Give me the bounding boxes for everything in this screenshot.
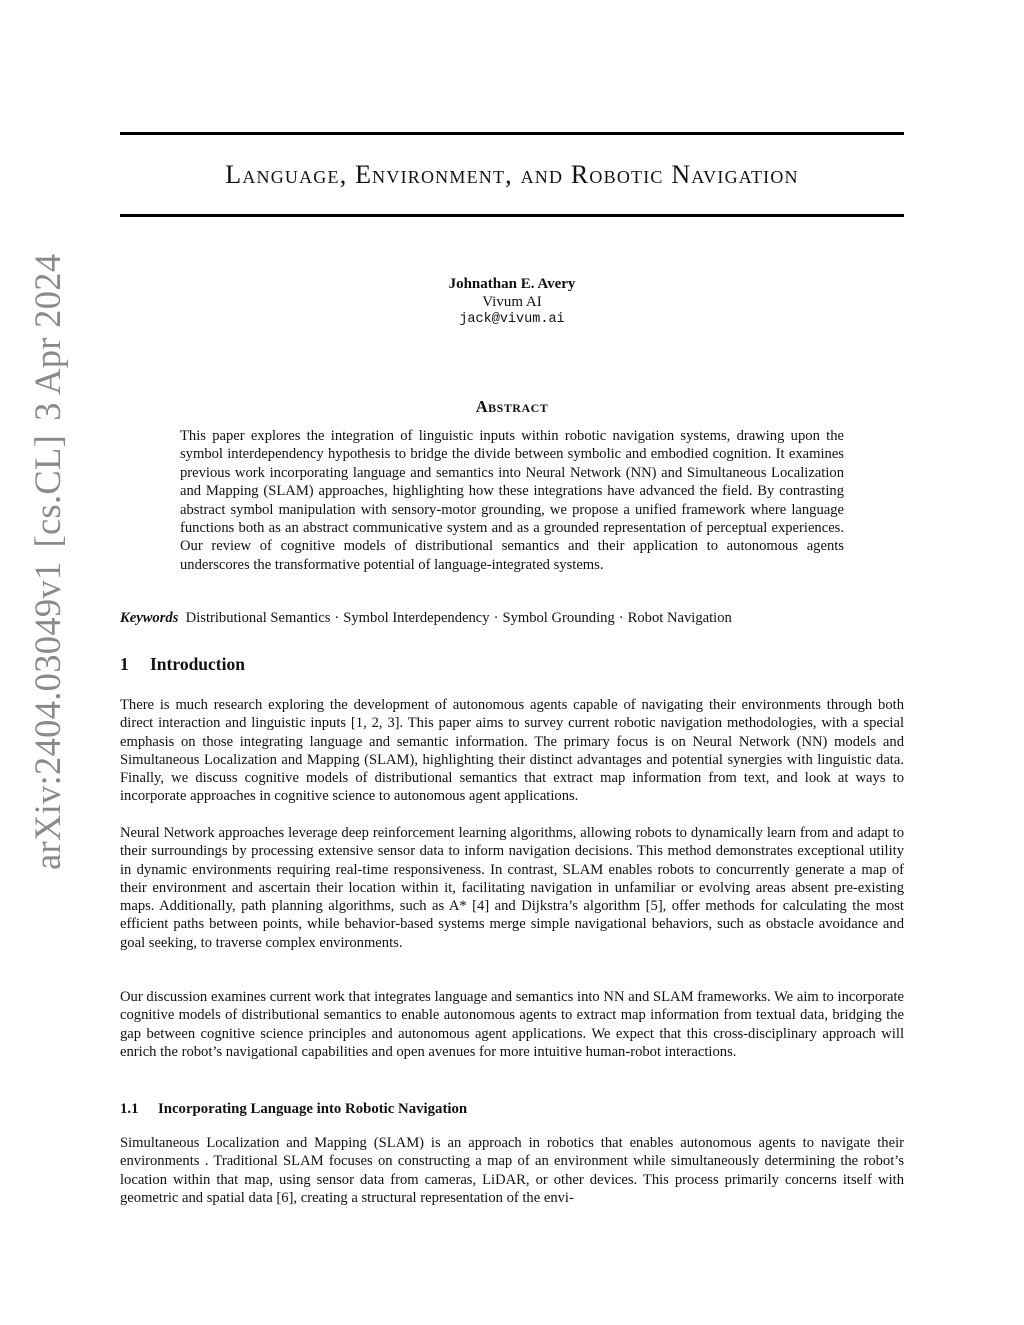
- author-block: [0, 275, 1024, 329]
- keyword-item: Distributional Semantics: [185, 610, 331, 626]
- intro-paragraph-3: Our discussion examines current work that integrates language and semantics into NN and SLAM frameworks. We aim to incorporate cognitive models of distributional semantics to enable autonomous agents to extract map information from textual data, bridging the gap between cognitive science principles and autonomous agent applications. We expect that this cross-disciplinary approach will enrich the robot’s navigational capabilities and open avenues for more intuitive human-robot interactions.: [120, 989, 904, 1060]
- keyword-item: Symbol Interdependency: [343, 610, 490, 626]
- author-name: Johnathan E. Avery: [448, 276, 576, 292]
- subsection-paragraph-1: Simultaneous Localization and Mapping (SLAM) is an approach in robotics that enables autonomous agents to navigate their environments . Traditional SLAM focuses on constructing a map of an environment while simultaneously determining the robot’s location within that map, using sensor data from cameras, LiDAR, or other devices. This process primarily concerns itself with geometric and spatial data [6], creating a structural representation of the envi-: [120, 1135, 904, 1206]
- title-rule-top: [120, 132, 904, 135]
- section-number: 1: [120, 654, 129, 674]
- arxiv-date: 3 Apr 2024: [27, 253, 68, 421]
- keyword-separator: ·: [334, 610, 340, 626]
- intro-paragraph-2: Neural Network approaches leverage deep reinforcement learning algorithms, allowing robots to dynamically learn from and adapt to their surroundings by processing extensive sensor data to inform navigation decisions. This method demonstrates exceptional utility in dynamic environments requiring real-time responsiveness. In contrast, SLAM enables robots to concurrently generate a map of their environment and ascertain their location within it, facilitating navigation in unfamiliar or evolving areas absent pre-existing maps. Additionally, path planning algorithms, such as A* [4] and Dijkstra’s algorithm [5], offer methods for calculating the most efficient paths between points, while behavior-based systems merge simple navigational behaviors, such as obstacle avoidance and goal seeking, to traverse complex environments.: [120, 825, 904, 951]
- abstract-heading: Abstract: [475, 397, 549, 416]
- arxiv-stamp: [26, 240, 69, 870]
- keyword-item: Robot Navigation: [627, 610, 732, 626]
- subsection-number: 1.1: [120, 1101, 139, 1117]
- section-title: Introduction: [150, 654, 245, 674]
- keyword-separator: ·: [618, 610, 624, 626]
- keyword-item: Symbol Grounding: [502, 610, 615, 626]
- author-email[interactable]: jack@vivum.ai: [459, 312, 565, 327]
- intro-paragraph-1: There is much research exploring the development of autonomous agents capable of navigating their environments through both direct interaction and linguistic inputs [1, 2, 3]. This paper aims to survey current robotic navigation methodologies, with a special emphasis on those integrating language and semantic information. The primary focus is on Neural Network (NN) models and Simultaneous Localization and Mapping (SLAM), highlighting their distinct advantages and potential synergies with linguistic data. Finally, we discuss cognitive models of distributional semantics that extract map information from text, and look at ways to incorporate approaches in cognitive science to autonomous agent applications.: [120, 697, 904, 805]
- paper-title: Language, Environment, and Robotic Navigation: [225, 160, 799, 189]
- arxiv-id[interactable]: arXiv:2404.03049v1: [27, 561, 68, 870]
- keyword-separator: ·: [493, 610, 499, 626]
- subsection-heading: [120, 1101, 467, 1118]
- abstract-text: This paper explores the integration of linguistic inputs within robotic navigation systems, drawing upon the symbol interdependency hypothesis to bridge the divide between symbolic and embodied cognition. It examines previous work incorporating language and semantics into Neural Network (NN) and Simultaneous Localization and Mapping (SLAM) approaches, highlighting how these integrations have advanced the field. By contrasting abstract symbol manipulation with sensory-motor grounding, we propose a unified framework where language functions both as an abstract communicative system and as a grounded representation of perceptual experiences. Our review of cognitive models of distributional semantics and their application to autonomous agents underscores the transformative potential of language-integrated systems.: [180, 428, 844, 573]
- keywords-line: [120, 609, 904, 627]
- section-heading-introduction: [120, 654, 245, 675]
- keywords-label: Keywords: [120, 610, 179, 626]
- arxiv-category: [cs.CL]: [27, 434, 68, 548]
- title-rule-bottom: [120, 214, 904, 217]
- subsection-title: Incorporating Language into Robotic Navigation: [158, 1101, 468, 1117]
- author-affiliation: Vivum AI: [482, 294, 542, 310]
